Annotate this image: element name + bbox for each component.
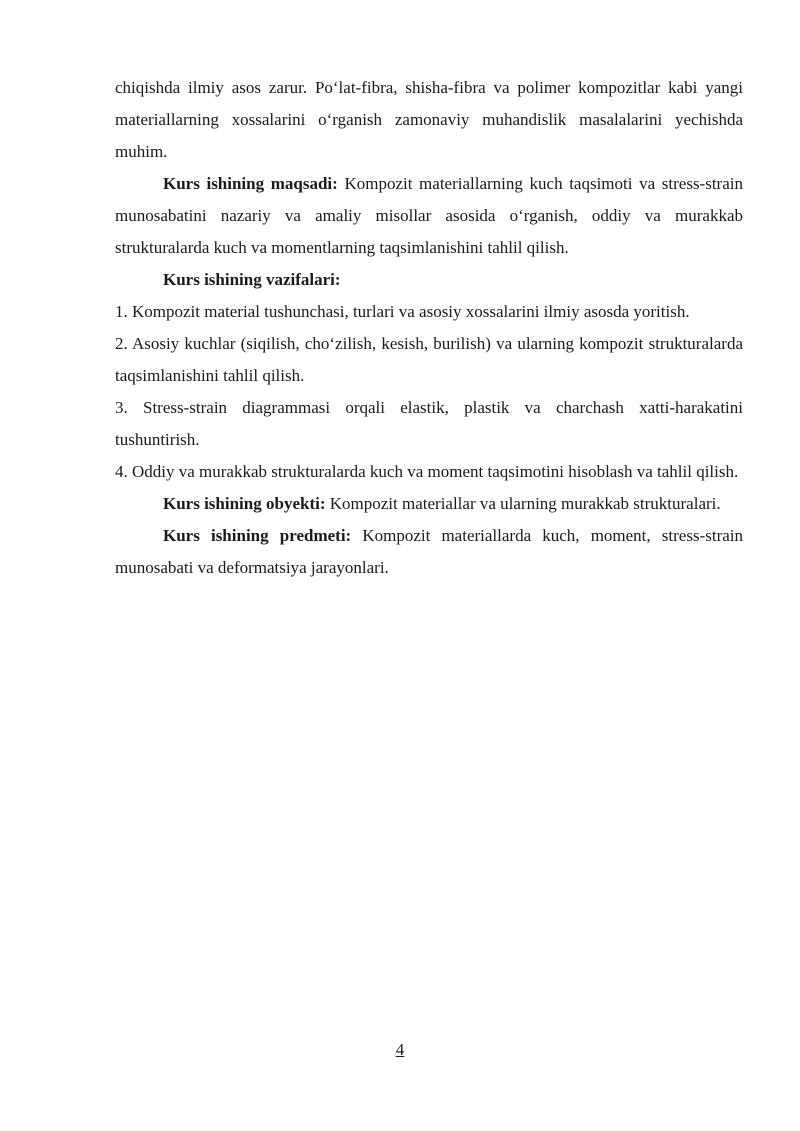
- task-item-2: 2. Asosiy kuchlar (siqilish, cho‘zilish, kesish, burilish) va ularning kompozit strukturalarda taqsimlanishini tahlil qilish.: [115, 334, 743, 385]
- object-text: Kompozit materiallar va ularning murakkab strukturalari.: [325, 494, 721, 513]
- goal-label: Kurs ishining maqsadi:: [163, 174, 338, 193]
- page-number: 4: [395, 1040, 405, 1059]
- goal-paragraph: [115, 168, 743, 264]
- intro-paragraph: chiqishda ilmiy asos zarur. Po‘lat-fibra, shisha-fibra va polimer kompozitlar kabi yangi materiallarning xossalarini o‘rganish zamonaviy muhandislik masalalarini yechishda muhim.: [115, 78, 743, 161]
- object-paragraph: [115, 488, 743, 520]
- subject-paragraph: [115, 520, 743, 584]
- task-item-3: 3. Stress-strain diagrammasi orqali elastik, plastik va charchash xatti-harakatini tushuntirish.: [115, 398, 743, 449]
- object-label: Kurs ishining obyekti:: [163, 494, 326, 513]
- task-item-4: 4. Oddiy va murakkab strukturalarda kuch va moment taqsimotini hisoblash va tahlil qilish.: [115, 462, 739, 481]
- tasks-heading: Kurs ishining vazifalari:: [163, 270, 341, 289]
- task-item-1: 1. Kompozit material tushunchasi, turlari va asosiy xossalarini ilmiy asosda yoritish.: [115, 302, 690, 321]
- subject-text: Kompozit materiallarda kuch, moment, stress-strain munosabati va deformatsiya jarayonlari.: [115, 526, 743, 577]
- document-page: [115, 72, 743, 584]
- goal-text: Kompozit materiallarning kuch taqsimoti va stress-strain munosabatini nazariy va amaliy misollar asosida o‘rganish, oddiy va murakkab strukturalarda kuch va momentlarning taqsimlanishini tahlil qilish.: [115, 174, 743, 257]
- subject-label: Kurs ishining predmeti:: [163, 526, 352, 545]
